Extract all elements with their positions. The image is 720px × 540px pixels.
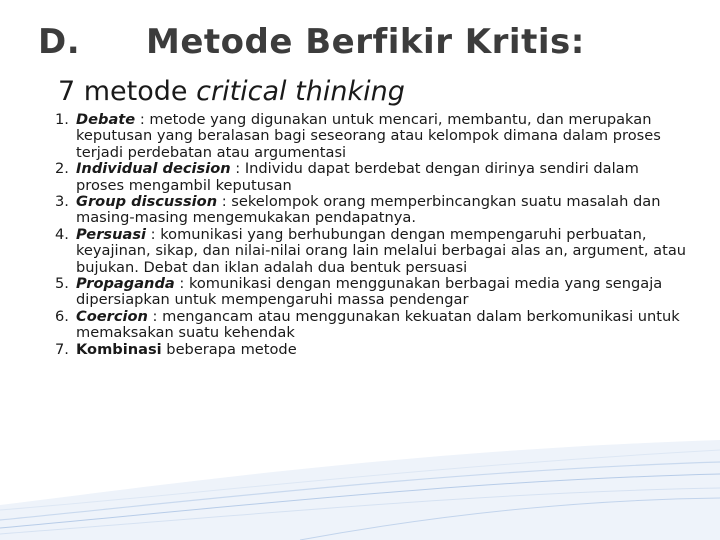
item-number: 4. [55,225,69,243]
item-term: Individual decision [76,160,231,178]
item-desc: : sekelompok orang memperbincangkan suatu masalah dan masing-masing mengemukakan pendapatnya. [76,193,661,227]
item-number: 2. [55,160,69,178]
subtitle-italic: critical thinking [196,76,405,107]
item-number: 6. [55,307,69,325]
item-desc: : mengancam atau menggunakan kekuatan dalam berkomunikasi untuk memaksakan suatu kehendak [76,307,680,342]
page-title [38,22,585,62]
list-item [0,112,700,161]
item-number: 1. [55,111,69,128]
item-term: Kombinasi [76,340,162,358]
list-item [0,227,700,276]
list-item [0,342,700,358]
title-text: Metode Berfikir Kritis: [146,22,585,62]
item-term: Debate [76,111,136,128]
title-number: D. [38,22,81,62]
item-term: Group discussion [76,193,218,211]
item-desc: : Individu dapat berdebat dengan dirinya sendiri dalam proses mengambil keputusan [76,160,639,194]
list-item [0,194,700,227]
subtitle [58,76,405,107]
method-list [0,112,700,358]
item-term: Propaganda [76,275,175,293]
item-desc: : komunikasi yang berhubungan dengan mempengaruhi perbuatan, keyajinan, sikap, dan nilai-nilai orang lain melalui berbagai alas an, argument, atau bujukan. Debat dan iklan adalah dua bentuk persuasi [76,225,687,276]
decorative-waves [0,410,720,540]
item-number: 5. [55,275,69,293]
item-desc: : komunikasi dengan menggunakan berbagai media yang sengaja dipersiapkan untuk mempengaruhi massa pendengar [76,275,663,309]
list-item [0,161,700,194]
item-desc: beberapa metode [161,340,297,358]
item-desc: : metode yang digunakan untuk mencari, membantu, dan merupakan keputusan yang beralasan bagi seseorang atau kelompok dimana dalam proses terjadi perdebatan atau argumentasi [76,111,661,161]
item-number: 3. [55,193,69,211]
list-item [0,276,700,309]
list-item [0,309,700,342]
item-number: 7. [55,340,69,358]
item-term: Persuasi [76,225,147,243]
subtitle-plain: 7 metode [58,76,197,107]
item-term: Coercion [76,307,148,325]
